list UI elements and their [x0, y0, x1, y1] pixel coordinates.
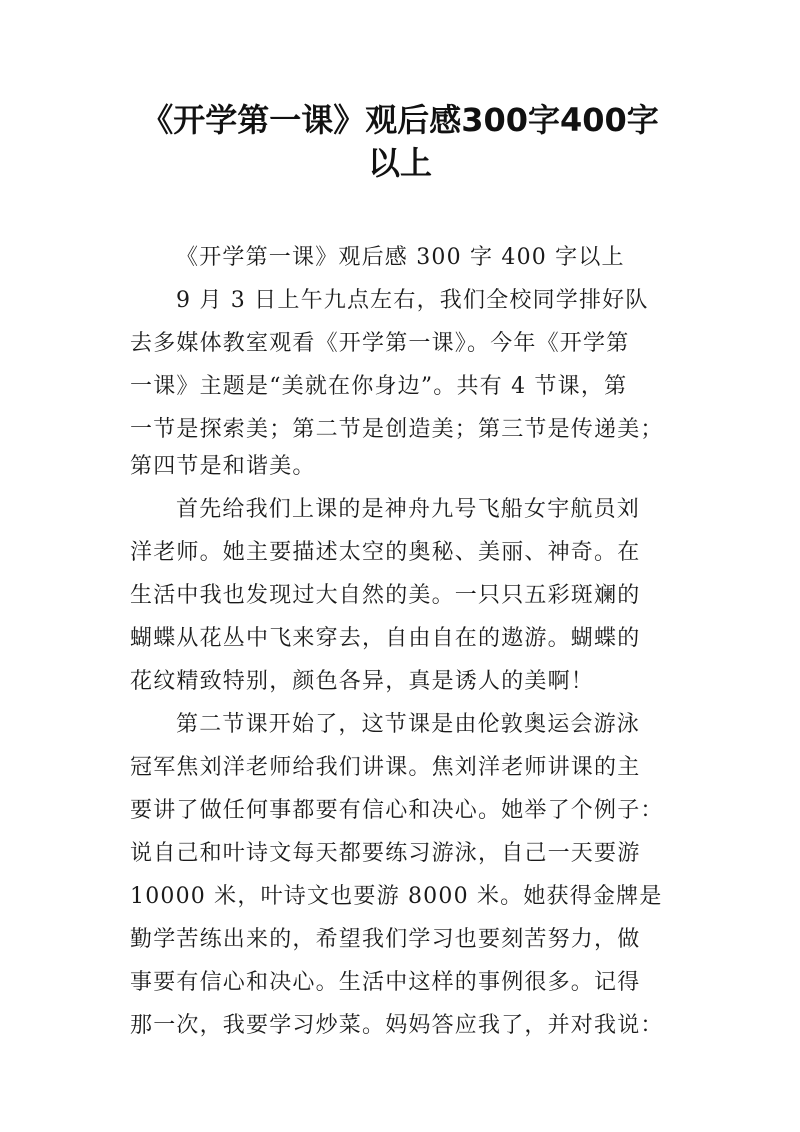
paragraph-1-line: 一节是探索美；第二节是创造美；第三节是传递美； — [130, 417, 664, 442]
paragraph-2-line: 首先给我们上课的是神舟九号飞船女宇航员刘 — [176, 497, 641, 522]
paragraph-3-line: 那一次，我要学习炒菜。妈妈答应我了，并对我说： — [130, 1013, 664, 1038]
paragraph-3-line: 10000 米，叶诗文也要游 8000 米。她获得金牌是 — [130, 884, 663, 909]
paragraph-2-line: 花纹精致特别，颜色各异，真是诱人的美啊！ — [130, 669, 595, 694]
paragraph-3-line: 冠军焦刘洋老师给我们讲课。焦刘洋老师讲课的主 — [130, 755, 641, 780]
paragraph-2-line: 洋老师。她主要描述太空的奥秘、美丽、神奇。在 — [130, 540, 641, 565]
document-title-line-2: 以上 — [367, 144, 432, 182]
document-subtitle: 《开学第一课》观后感 300 字 400 字以上 — [176, 245, 625, 270]
paragraph-1-line: 一课》主题是“美就在你身边”。共有 4 节课，第 — [130, 374, 628, 399]
paragraph-2-line: 生活中我也发现过大自然的美。一只只五彩斑斓的 — [130, 583, 641, 608]
paragraph-3-line: 事要有信心和决心。生活中这样的事例很多。记得 — [130, 970, 641, 995]
document-title-line-1: 《开学第一课》观后感300字400字 — [141, 101, 659, 139]
paragraph-1-line: 9 月 3 日上午九点左右，我们全校同学排好队 — [176, 288, 649, 313]
paragraph-3-line: 第二节课开始了，这节课是由伦敦奥运会游泳 — [176, 712, 641, 737]
paragraph-3-line: 说自己和叶诗文每天都要练习游泳，自己一天要游 — [130, 841, 641, 866]
paragraph-3-line: 勤学苦练出来的，希望我们学习也要刻苦努力，做 — [130, 927, 641, 952]
paragraph-2-line: 蝴蝶从花丛中飞来穿去，自由自在的遨游。蝴蝶的 — [130, 626, 641, 651]
paragraph-3-line: 要讲了做任何事都要有信心和决心。她举了个例子： — [130, 798, 664, 823]
paragraph-1-line: 去多媒体教室观看《开学第一课》。今年《开学第 — [130, 331, 630, 356]
paragraph-1-line: 第四节是和谐美。 — [130, 454, 316, 479]
